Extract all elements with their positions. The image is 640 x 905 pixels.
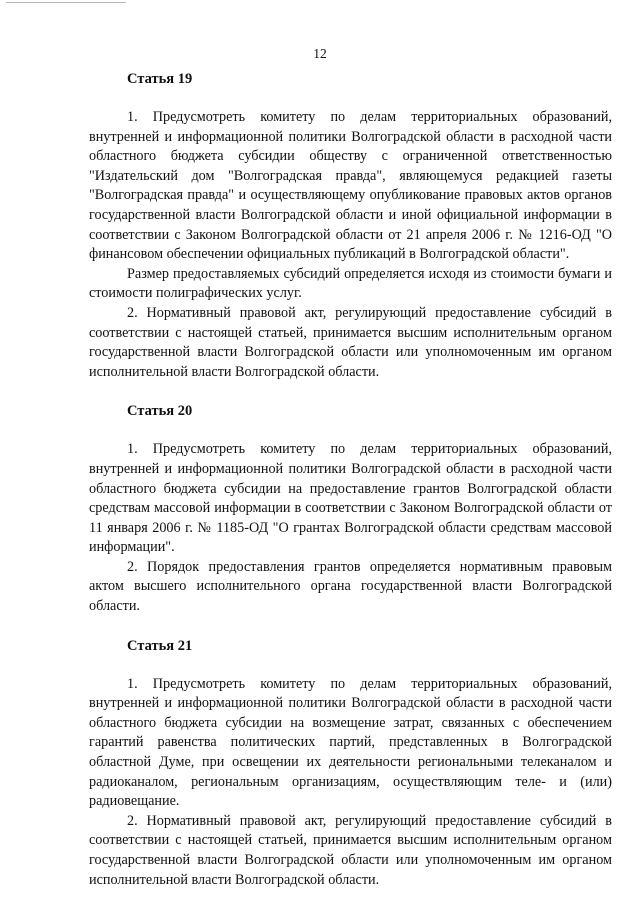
paragraph: 1. Предусмотреть комитету по делам территориальных образований, внутренней и информационной политики Волгоградской области в расходной части областного бюджета субсидии на предоставление грантов Волгоградской области средствам массовой информации в соответствии с Законом Волгоградской области от 11 января 2006 г. № 1185-ОД "О грантах Волгоградской области средствам массовой информации". — [89, 441, 612, 556]
article-heading: Статья 19 — [127, 71, 193, 87]
article-19 — [89, 70, 612, 382]
article-21 — [89, 637, 612, 891]
article-20 — [89, 402, 612, 616]
document-body — [89, 70, 612, 890]
paragraph: Размер предоставляемых субсидий определяется исходя из стоимости бумаги и стоимости полиграфических услуг. — [89, 265, 612, 302]
paragraph: 2. Нормативный правовой акт, регулирующий предоставление субсидий в соответствии с настоящей статьей, принимается высшим исполнительным органом государственной власти Волгоградской области или уполномоченным им органом исполнительной власти Волгоградской области. — [89, 304, 612, 380]
article-heading: Статья 20 — [127, 403, 193, 420]
paragraph: 2. Порядок предоставления грантов определяется нормативным правовым актом высшего исполнительного органа государственной власти Волгоградской области. — [89, 558, 612, 615]
article-heading: Статья 21 — [127, 637, 193, 654]
paragraph: 1. Предусмотреть комитету по делам территориальных образований, внутренней и информационной политики Волгоградской области в расходной части областного бюджета субсидии обществу с ограниченной ответственностью "Издательский дом "Волгоградская правда", являющемуся редакцией газеты "Волгоградская правда" и осуществляющему опубликование правовых актов органов государственной власти Волгоградской области и иной официальной информации в соответствии с Законом Волгоградской области от 21 апреля 2006 г. № 1216-ОД "О финансовом обеспечении официальных публикаций в Волгоградской области". — [89, 109, 612, 263]
paragraph: 2. Нормативный правовой акт, регулирующий предоставление субсидий в соответствии с настоящей статьей, принимается высшим исполнительным органом государственной власти Волгоградской области или уполномоченным им органом исполнительной власти Волгоградской области. — [89, 812, 612, 888]
scan-edge-mark — [6, 2, 126, 5]
paragraph: 1. Предусмотреть комитету по делам территориальных образований, внутренней и информационной политики Волгоградской области в расходной части областного бюджета субсидии на возмещение затрат, связанных с обеспечением гарантий равенства политических партий, представленных в Волгоградской областной Думе, при освещении их деятельности региональными телеканалом и радиоканалом, региональным организациям, осуществляющим теле- и (или) радиовещание. — [89, 675, 612, 810]
page-number: 12 — [313, 46, 327, 61]
